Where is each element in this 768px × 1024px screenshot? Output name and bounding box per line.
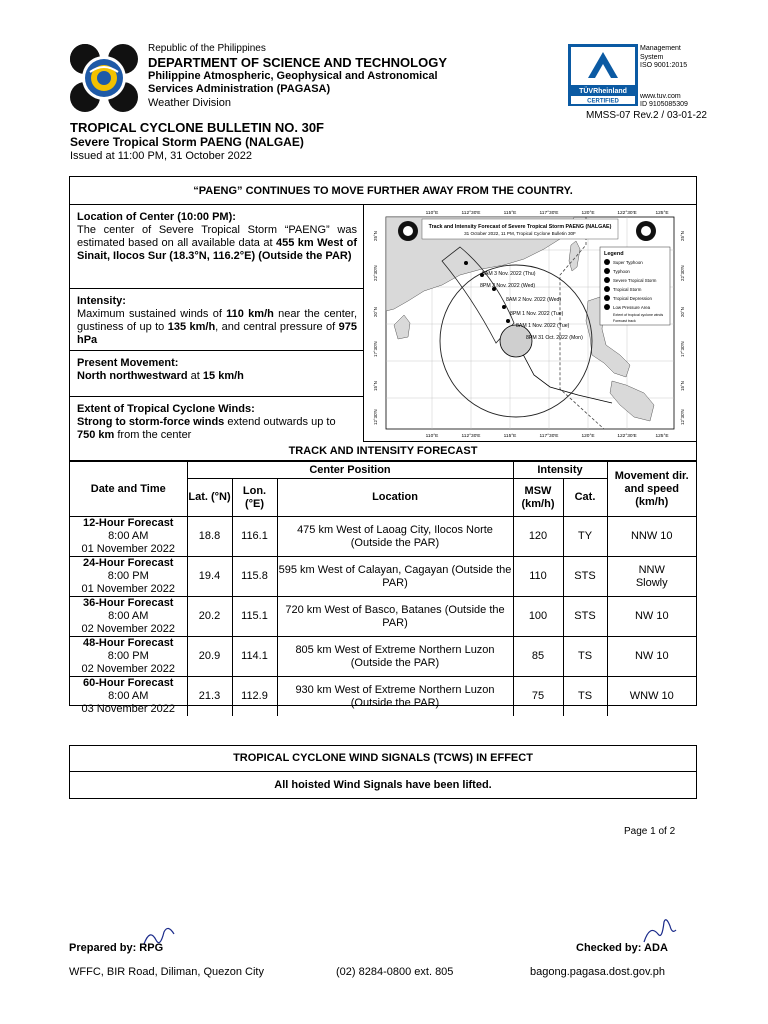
wind-signals-box: [69, 745, 697, 799]
header-movement: Movement dir. and speed (km/h): [607, 462, 696, 517]
msw-cell: 100: [513, 597, 563, 637]
location-value: 455 km West of Sinait, Ilocos Sur (18.3°N, 116.2°E) (Outside the PAR): [77, 237, 357, 262]
lat-cell: 19.4: [187, 557, 232, 597]
header-msw: MSW (km/h): [513, 479, 563, 517]
map-dost-logo: [636, 221, 656, 241]
intensity-label: Intensity:: [77, 295, 126, 307]
location-cell: 475 km West of Laoag City, Ilocos Norte (Outside the PAR): [277, 517, 513, 557]
svg-text:8AM 2 Nov. 2022 (Wed): 8AM 2 Nov. 2022 (Wed): [506, 297, 562, 303]
movement-label: Present Movement:: [77, 357, 179, 369]
lat-cell: 21.3: [187, 677, 232, 717]
map-title: Track and Intensity Forecast of Severe Tropical Storm PAENG (NALGAE): [428, 224, 612, 230]
table-row: [70, 677, 696, 717]
svg-text:15°N: 15°N: [373, 381, 378, 391]
svg-text:120°E: 120°E: [581, 434, 595, 439]
agency-line-1: Philippine Atmospheric, Geophysical and Astronomical: [148, 70, 438, 82]
header-center-position: Center Position: [187, 462, 513, 479]
svg-text:110°E: 110°E: [425, 434, 439, 439]
agency-line-2: Services Administration (PAGASA): [148, 83, 331, 95]
movement-text: at: [187, 370, 203, 382]
extent-section: [70, 397, 363, 442]
central-pressure: 975 hPa: [77, 321, 357, 346]
svg-text:20°N: 20°N: [680, 307, 685, 317]
svg-text:8PM 2 Nov. 2022 (Wed): 8PM 2 Nov. 2022 (Wed): [480, 283, 536, 289]
issued-time: Issued at 11:00 PM, 31 October 2022: [70, 150, 253, 162]
prepared-by: Prepared by: RPG: [69, 942, 164, 954]
header-date-time: Date and Time: [70, 462, 187, 517]
svg-text:20°N: 20°N: [373, 307, 378, 317]
department-name: DEPARTMENT OF SCIENCE AND TECHNOLOGY: [148, 55, 448, 70]
lon-cell: 114.1: [232, 637, 277, 677]
footer-address: WFFC, BIR Road, Diliman, Quezon City: [69, 966, 264, 978]
svg-text:122°30'E: 122°30'E: [617, 211, 637, 216]
wind-signals-title: TROPICAL CYCLONE WIND SIGNALS (TCWS) IN EFFECT: [70, 746, 696, 772]
table-row: [70, 517, 696, 557]
cert-status: CERTIFIED: [587, 98, 619, 105]
svg-text:22°30'N: 22°30'N: [680, 265, 685, 281]
lon-cell: 115.1: [232, 597, 277, 637]
svg-text:Super Typhoon: Super Typhoon: [613, 260, 643, 265]
lat-cell: 20.9: [187, 637, 232, 677]
forecast-datetime-cell: 24-Hour Forecast 8:00 PM 01 November 2022: [70, 557, 187, 597]
svg-text:8AM 3 Nov. 2022 (Thu): 8AM 3 Nov. 2022 (Thu): [482, 271, 536, 277]
svg-text:Extent of tropical cyclone win: Extent of tropical cyclone winds: [613, 313, 664, 317]
location-cell: 930 km West of Extreme Northern Luzon (Outside the PAR): [277, 677, 513, 717]
bottom-longitude-labels: [426, 433, 669, 439]
header-location: Location: [277, 479, 513, 517]
intensity-text-1: Maximum sustained winds of: [77, 308, 227, 320]
bulletin-title-block: [70, 120, 470, 163]
movement-direction: North northwestward: [77, 370, 188, 382]
forecast-datetime-cell: 36-Hour Forecast 8:00 AM 02 November 2022: [70, 597, 187, 637]
forecast-table: [70, 461, 696, 716]
bulletin-title: TROPICAL CYCLONE BULLETIN NO. 30F: [70, 120, 324, 135]
division-name: Weather Division: [148, 97, 231, 109]
svg-text:Forecast track: Forecast track: [613, 319, 636, 323]
cat-cell: STS: [563, 557, 607, 597]
cert-id: ID 9105085309: [640, 101, 688, 108]
intensity-text-2: near the center, gustiness of up to: [77, 308, 358, 333]
svg-text:122°30'E: 122°30'E: [617, 434, 637, 439]
intensity-text-3: , and central pressure of: [215, 321, 339, 333]
svg-text:22°30'N: 22°30'N: [373, 265, 378, 281]
svg-text:12°30'N: 12°30'N: [680, 409, 685, 425]
storm-info-column: [70, 205, 363, 442]
header-cat: Cat.: [563, 479, 607, 517]
cert-brand: TÜVRheinland: [579, 88, 627, 95]
svg-text:115°E: 115°E: [503, 434, 517, 439]
svg-text:125°E: 125°E: [655, 434, 669, 439]
movement-speed: 15 km/h: [202, 370, 244, 382]
movement-cell: NW 10: [607, 597, 696, 637]
gustiness: 135 km/h: [167, 321, 216, 333]
cert-line-3: ISO 9001:2015: [640, 62, 688, 69]
pagasa-logo: [68, 42, 140, 114]
legend-title: Legend: [604, 251, 624, 257]
table-row: [70, 557, 696, 597]
document-code: MMSS-07 Rev.2 / 03-01-22: [586, 110, 707, 121]
max-winds: 110 km/h: [226, 308, 274, 320]
footer-phone: (02) 8284-0800 ext. 805: [336, 966, 454, 978]
lat-cell: 18.8: [187, 517, 232, 557]
extent-label: Extent of Tropical Cyclone Winds:: [77, 403, 255, 415]
movement-cell: NW 10: [607, 637, 696, 677]
map-pagasa-logo: [398, 221, 418, 241]
cat-cell: TS: [563, 637, 607, 677]
storm-name: Severe Tropical Storm PAENG (NALGAE): [70, 135, 304, 149]
lat-cell: 20.2: [187, 597, 232, 637]
location-cell: 720 km West of Basco, Batanes (Outside the PAR): [277, 597, 513, 637]
location-label: Location of Center (10:00 PM):: [77, 211, 236, 223]
svg-text:8AM 1 Nov. 2022 (Tue): 8AM 1 Nov. 2022 (Tue): [516, 323, 570, 329]
svg-text:17°30'N: 17°30'N: [680, 341, 685, 357]
svg-text:120°E: 120°E: [581, 211, 595, 216]
cert-text: [640, 45, 700, 110]
msw-cell: 85: [513, 637, 563, 677]
location-cell: 805 km West of Extreme Northern Luzon (Outside the PAR): [277, 637, 513, 677]
svg-text:8PM 1 Nov. 2022 (Tue): 8PM 1 Nov. 2022 (Tue): [510, 311, 564, 317]
svg-text:15°N: 15°N: [680, 381, 685, 391]
movement-cell: NNW Slowly: [607, 557, 696, 597]
cert-line-2: System: [640, 53, 664, 61]
track-forecast-map: [364, 205, 696, 442]
svg-text:110°E: 110°E: [425, 211, 439, 216]
cat-cell: TS: [563, 677, 607, 717]
intensity-section: [70, 289, 363, 351]
extent-text-2: from the center: [114, 429, 192, 441]
msw-cell: 110: [513, 557, 563, 597]
table-row: [70, 637, 696, 677]
svg-text:25°N: 25°N: [373, 231, 378, 241]
movement-cell: NNW 10: [607, 517, 696, 557]
svg-text:12°30'N: 12°30'N: [373, 409, 378, 425]
svg-text:115°E: 115°E: [503, 211, 517, 216]
extent-type: Strong to storm-force winds: [77, 416, 225, 428]
republic-line: Republic of the Philippines: [148, 43, 266, 54]
svg-text:117°30'E: 117°30'E: [539, 434, 559, 439]
forecast-datetime-cell: 12-Hour Forecast 8:00 AM 01 November 2022: [70, 517, 187, 557]
table-row: [70, 597, 696, 637]
header-intensity: Intensity: [513, 462, 607, 479]
lon-cell: 115.8: [232, 557, 277, 597]
movement-cell: WNW 10: [607, 677, 696, 717]
msw-cell: 120: [513, 517, 563, 557]
svg-text:17°30'N: 17°30'N: [373, 341, 378, 357]
svg-text:Low Pressure Area: Low Pressure Area: [613, 305, 651, 310]
lon-cell: 116.1: [232, 517, 277, 557]
wind-signals-status: All hoisted Wind Signals have been lifted.: [274, 779, 492, 791]
footer-website: bagong.pagasa.dost.gov.ph: [530, 966, 665, 978]
svg-text:25°N: 25°N: [680, 231, 685, 241]
svg-text:125°E: 125°E: [655, 211, 669, 216]
forecast-datetime-cell: 48-Hour Forecast 8:00 PM 02 November 2022: [70, 637, 187, 677]
location-text: The center of Severe Tropical Storm “PAENG” was estimated based on all available data at: [77, 224, 357, 249]
top-longitude-labels: [426, 210, 669, 216]
svg-text:Tropical Storm: Tropical Storm: [613, 287, 642, 292]
lon-cell: 112.9: [232, 677, 277, 717]
page-number: Page 1 of 2: [624, 826, 676, 837]
svg-text:112°30'E: 112°30'E: [461, 211, 481, 216]
storm-center: [500, 325, 532, 357]
cat-cell: STS: [563, 597, 607, 637]
movement-section: [70, 351, 363, 397]
header-text: [148, 42, 508, 110]
headline: “PAENG” CONTINUES TO MOVE FURTHER AWAY FROM THE COUNTRY.: [70, 177, 696, 205]
location-cell: 595 km West of Calayan, Cagayan (Outside the PAR): [277, 557, 513, 597]
extent-text-1: extend outwards up to: [224, 416, 336, 428]
checked-by: Checked by: ADA: [576, 942, 668, 954]
svg-text:112°30'E: 112°30'E: [461, 434, 481, 439]
location-section: [70, 205, 363, 289]
cert-url: www.tuv.com: [640, 92, 681, 100]
cat-cell: TY: [563, 517, 607, 557]
header-lon: Lon. (°E): [232, 479, 277, 517]
forecast-title: TRACK AND INTENSITY FORECAST: [70, 442, 696, 461]
svg-text:Typhoon: Typhoon: [613, 269, 630, 274]
forecast-datetime-cell: 60-Hour Forecast 8:00 AM 03 November 2022: [70, 677, 187, 717]
cert-line-1: Management: [640, 45, 681, 52]
msw-cell: 75: [513, 677, 563, 717]
svg-text:Tropical Depression: Tropical Depression: [613, 296, 652, 301]
map-subtitle: 31 October 2022, 11 PM, Tropical Cyclone Bulletin 30F: [464, 231, 576, 236]
header-lat: Lat. (°N): [187, 479, 232, 517]
svg-text:8PM 31 Oct. 2022 (Mon): 8PM 31 Oct. 2022 (Mon): [526, 335, 583, 341]
svg-text:117°30'E: 117°30'E: [539, 211, 559, 216]
svg-text:Severe Tropical Storm: Severe Tropical Storm: [613, 278, 657, 283]
extent-distance: 750 km: [77, 429, 115, 441]
